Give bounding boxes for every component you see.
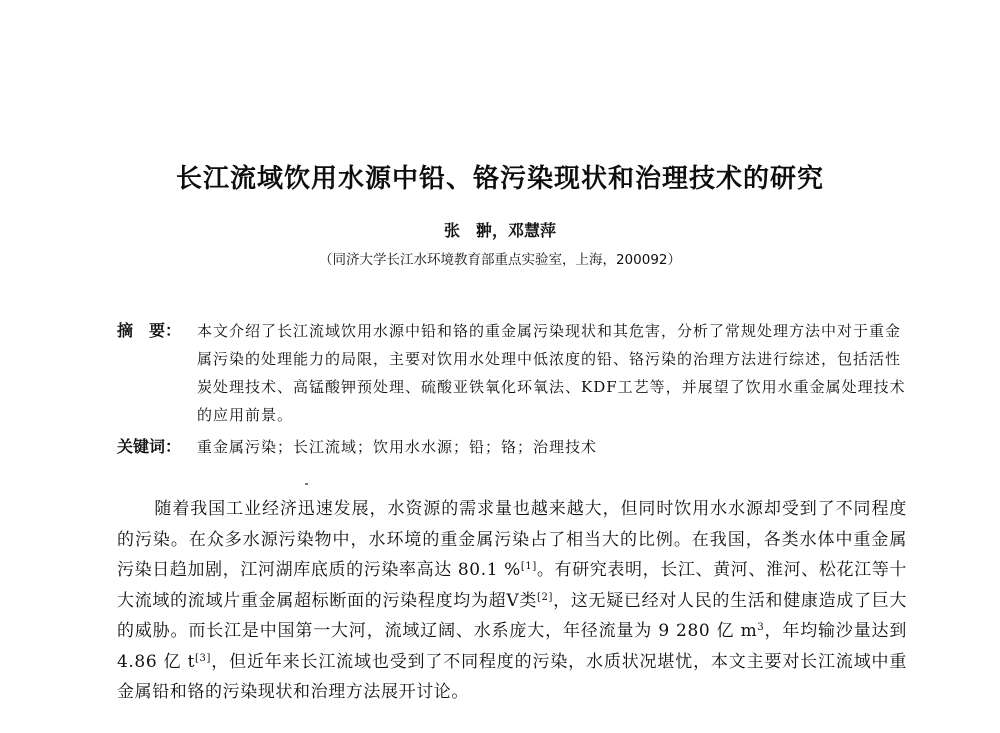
abstract-text: 本文介绍了长江流域饮用水源中铅和铬的重金属污染现状和其危害，分析了常规处理方法中对于重金属污染的处理能力的局限，主要对饮用水处理中低浓度的铅、铬污染的治理方法进行综述，包括活性炭处理技术、高锰酸钾预处理、硫酸亚铁氧化环氧法、KDF工艺等，并展望了饮用水重金属处理技术的应用前景。: [197, 322, 906, 424]
keywords-block: [117, 433, 907, 461]
body-segment: 。有研究表明，长江、黄河、淮河、松花江等十大流域的流域片重金属超标断面的污染程度均为超Ⅴ类: [117, 560, 907, 611]
body-segment: ，这无疑已经对人民的生活和健康造成了巨大的威胁。而长江是中国第一大河，流域辽阔、水系庞大，年径流量为 9 280 亿 m: [117, 590, 907, 641]
abstract-label: 摘 要：: [117, 321, 182, 340]
paper-title: 长江流域饮用水源中铅、铬污染现状和治理技术的研究: [175, 164, 824, 194]
scan-speck: [305, 483, 308, 485]
citation-ref: [3]: [195, 652, 211, 664]
body-segment: ，但近年来长江流域也受到了不同程度的污染，水质状况堪忧，本文主要对长江流域中重金属铅和铬的污染现状和治理方法展开讨论。: [117, 651, 907, 702]
body-segment: 随着我国工业经济迅速发展，水资源的需求量也越来越大，但同时饮用水水源却受到了不同程度的污染。在众多水源污染物中，水环境的重金属污染占了相当大的比例。在我国，各类水体中重金属污染日趋加剧，江河湖库底质的污染率高达 80.1 %: [117, 499, 907, 580]
keywords-label: 关键词：: [117, 437, 182, 456]
author-affiliation: （同济大学长江水环境教育部重点实验室，上海，200092）: [318, 252, 682, 268]
citation-ref: [1]: [520, 561, 537, 572]
keywords-text: 重金属污染；长江流域；饮用水水源；铅；铬；治理技术: [197, 438, 598, 456]
citation-ref: [2]: [537, 591, 554, 603]
author-list: 张 翀，邓慧萍: [443, 221, 556, 240]
body-segment: ，年均输沙量达到 4.86 亿 t: [117, 621, 907, 672]
unit-superscript: 3: [757, 622, 765, 633]
abstract-block: [117, 317, 907, 429]
abstract-section: [117, 317, 907, 461]
body-paragraph: [117, 494, 907, 708]
